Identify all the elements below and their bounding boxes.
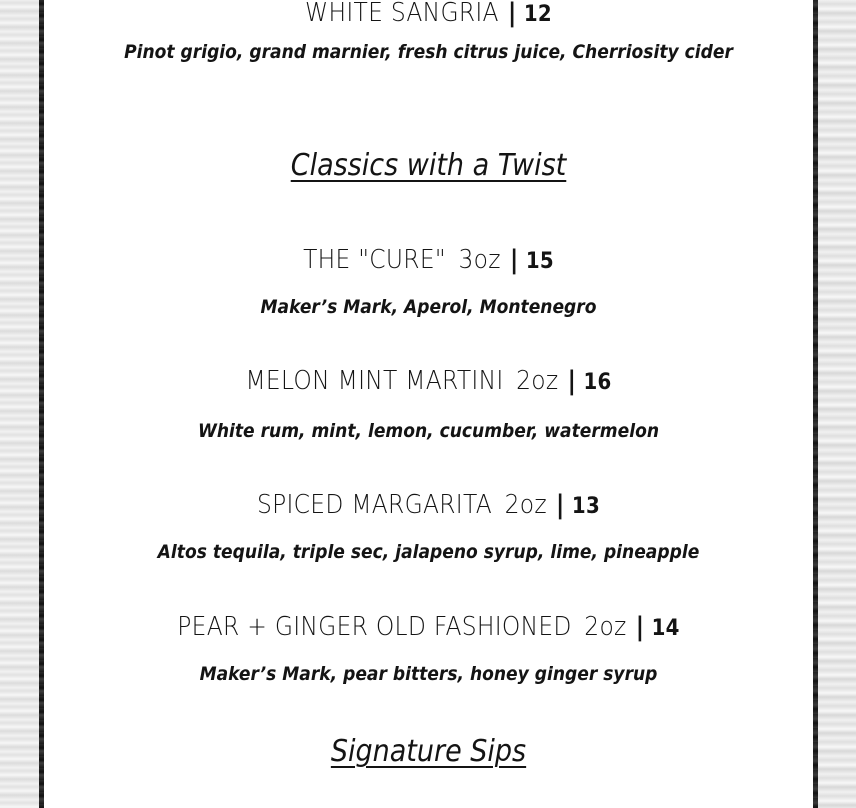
item-price: 13 bbox=[571, 494, 601, 519]
price-separator: | bbox=[555, 490, 565, 520]
menu-item-title bbox=[82, 245, 774, 275]
item-size: 2oz bbox=[516, 366, 559, 396]
price-separator: | bbox=[635, 612, 645, 642]
menu-item-description: Altos tequila, triple sec, jalapeno syrup, lime, pineapple bbox=[157, 541, 700, 563]
menu-item-description: Maker’s Mark, pear bitters, honey ginger syrup bbox=[199, 663, 658, 685]
item-size: 3oz bbox=[458, 245, 501, 275]
item-size: 2oz bbox=[504, 490, 547, 520]
item-name: MELON MINT MARTINI bbox=[245, 366, 504, 396]
menu-item-title bbox=[82, 490, 774, 520]
item-price: 16 bbox=[583, 370, 612, 395]
menu-item-description: Pinot grigio, grand marnier, fresh citrus juice, Cherriosity cider bbox=[124, 41, 733, 63]
item-name: PEAR + GINGER OLD FASHIONED bbox=[177, 612, 572, 642]
item-price: 12 bbox=[523, 2, 552, 27]
price-separator: | bbox=[507, 0, 517, 28]
price-separator: | bbox=[509, 245, 519, 275]
section-heading: Signature Sips bbox=[330, 734, 527, 769]
item-name: SPICED MARGARITA bbox=[256, 490, 492, 520]
paper-scan-border-right bbox=[818, 0, 856, 808]
price-separator: | bbox=[567, 366, 577, 396]
item-price: 14 bbox=[651, 616, 680, 641]
menu-page bbox=[44, 0, 813, 808]
item-size: 2oz bbox=[584, 612, 627, 642]
item-name: WHITE SANGRIA bbox=[305, 0, 499, 28]
paper-scan-border-left bbox=[0, 0, 40, 808]
item-name: THE "CURE" bbox=[303, 245, 446, 275]
menu-item-title bbox=[82, 366, 774, 396]
item-price: 15 bbox=[525, 249, 554, 274]
menu-item-description: White rum, mint, lemon, cucumber, watermelon bbox=[197, 420, 659, 442]
section-heading: Classics with a Twist bbox=[290, 148, 567, 183]
menu-item-title bbox=[82, 612, 774, 642]
menu-item-title bbox=[82, 0, 774, 28]
menu-item-description: Maker’s Mark, Aperol, Montenegro bbox=[260, 296, 597, 318]
